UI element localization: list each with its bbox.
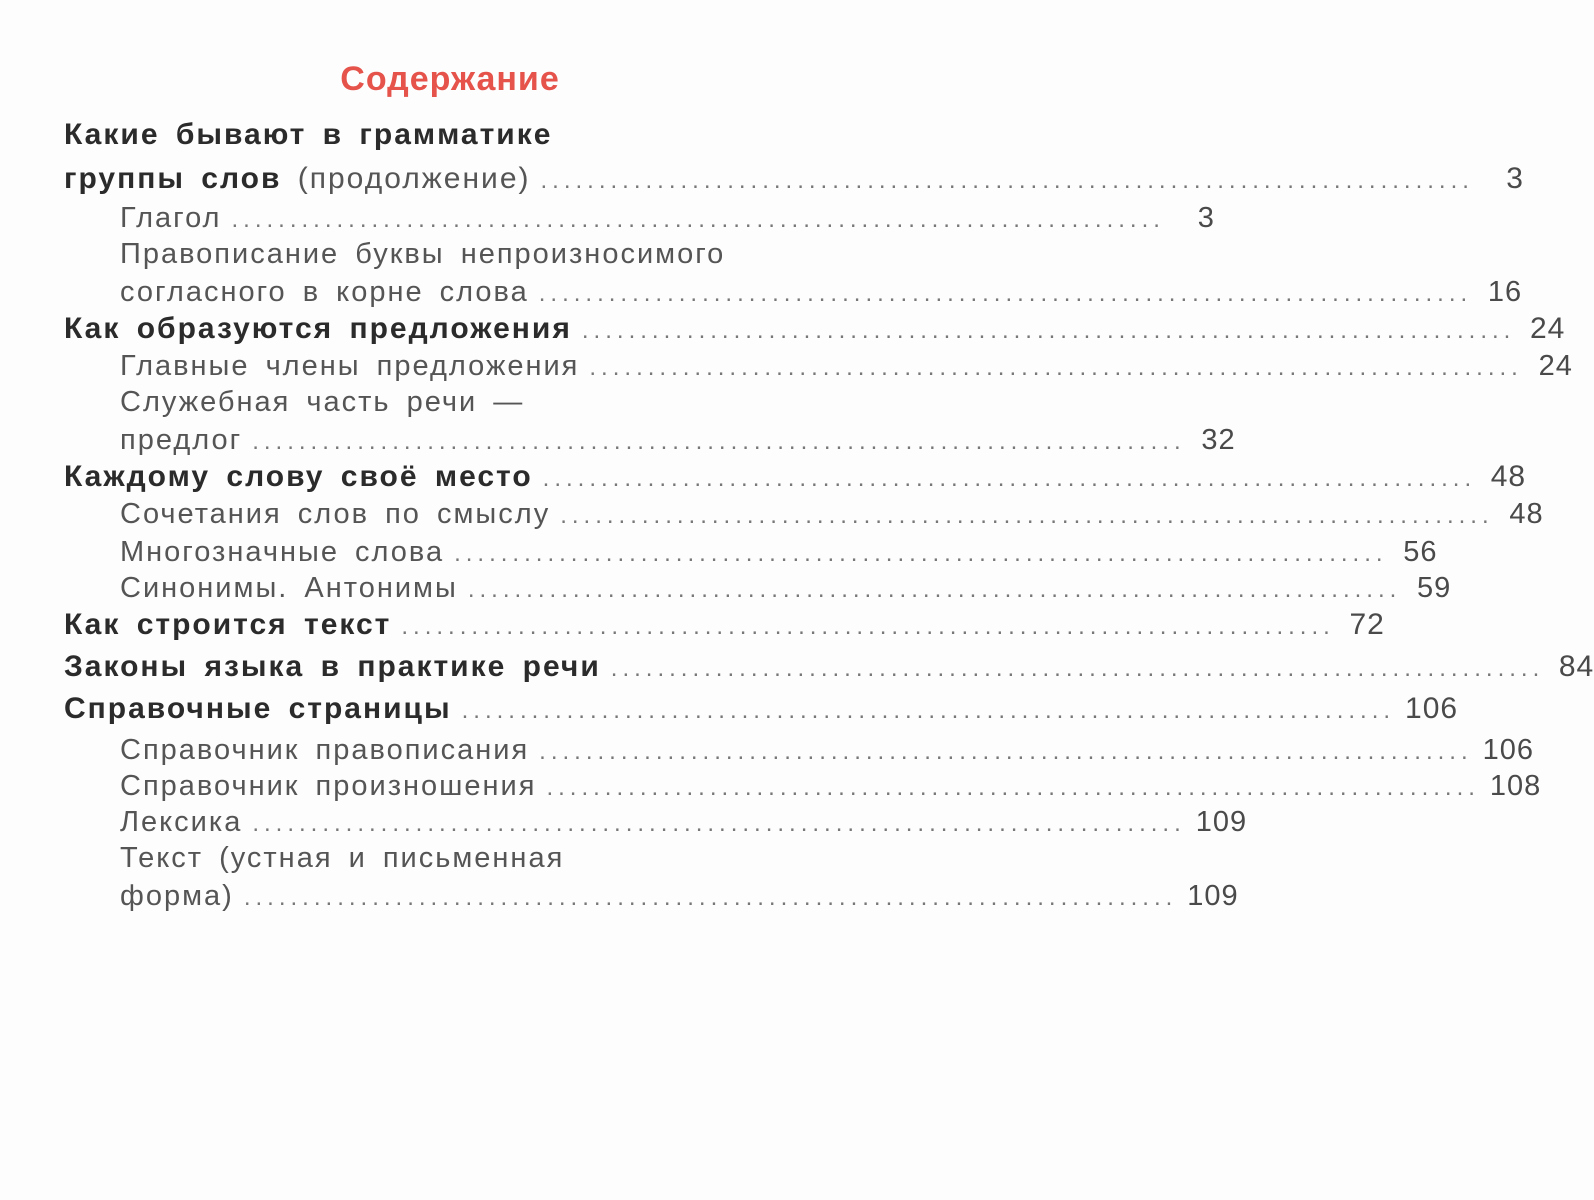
toc-entry-label	[120, 842, 564, 875]
toc-entry-label	[120, 770, 536, 803]
toc-entry-title: Какие бывают в грамматике	[64, 118, 553, 151]
toc-section-row	[64, 312, 1566, 350]
toc-subsection-row	[64, 536, 1438, 572]
toc-entry-title: Каждому слову своё место	[64, 460, 533, 493]
toc-leader-dots: ................................................................................	[539, 738, 1473, 765]
toc-entry-title: согласного в корне слова	[120, 276, 529, 308]
toc-page-number: 24	[1538, 350, 1573, 382]
toc-entry-title: Справочник правописания	[120, 734, 530, 766]
toc-leader-dots: ................................................................................	[401, 613, 1335, 640]
toc-page-number: 3	[1506, 162, 1524, 195]
toc-page-number: 32	[1201, 424, 1236, 456]
toc-page-number: 106	[1482, 734, 1534, 766]
toc-leader-dots: ................................................................................	[546, 774, 1480, 801]
toc-subsection-row	[64, 202, 1215, 238]
page-title: Содержание	[340, 60, 560, 98]
toc-section-row	[64, 692, 1459, 734]
toc-entry-label	[64, 608, 391, 642]
toc-entry-title: Сочетания слов по смыслу	[120, 498, 551, 530]
toc-entry-label	[120, 880, 234, 913]
toc-subsection-row	[64, 842, 844, 880]
toc-entry-title: Справочник произношения	[120, 770, 537, 802]
toc-section-row	[64, 608, 1385, 650]
toc-page-number: 109	[1187, 880, 1239, 912]
toc-entry-label	[120, 734, 529, 767]
toc-entry-label	[64, 162, 531, 196]
toc-entry-title: предлог	[120, 424, 243, 456]
toc-section-row	[64, 162, 1524, 202]
toc-page-number: 48	[1509, 498, 1544, 530]
table-of-contents	[64, 118, 1594, 916]
toc-entry-label	[120, 276, 529, 309]
toc-section-row	[64, 118, 844, 162]
toc-subsection-row	[64, 806, 1248, 842]
toc-entry-label	[64, 460, 533, 494]
toc-subsection-row	[64, 498, 1544, 536]
toc-entry-title: Справочные страницы	[64, 692, 452, 725]
toc-leader-dots: ................................................................................	[589, 354, 1523, 381]
toc-subsection-row	[64, 770, 1542, 806]
toc-leader-dots: ................................................................................	[252, 810, 1186, 837]
toc-page-number: 24	[1529, 312, 1566, 345]
toc-entry-label	[120, 806, 242, 839]
toc-entry-title: Правописание буквы непроизносимого	[120, 238, 726, 270]
toc-entry-title: Лексика	[120, 806, 243, 838]
toc-entry-title: форма)	[120, 880, 234, 912]
toc-subsection-row	[64, 276, 1523, 312]
toc-entry-title: Законы языка в практике речи	[64, 650, 601, 683]
toc-entry-label	[120, 572, 458, 605]
toc-subsection-row	[64, 880, 1239, 916]
toc-page-number: 16	[1487, 276, 1523, 308]
toc-entry-label	[64, 692, 452, 726]
toc-entry-label	[120, 238, 725, 271]
toc-entry-title: Как строится текст	[64, 608, 392, 641]
toc-leader-dots: ................................................................................	[243, 884, 1178, 911]
toc-subsection-row	[64, 424, 1236, 460]
toc-entry-label	[64, 312, 572, 346]
toc-entry-title: Служебная часть речи —	[120, 386, 525, 418]
toc-leader-dots: ................................................................................	[538, 280, 1473, 307]
toc-entry-label	[120, 350, 579, 383]
toc-entry-note: (продолжение)	[281, 162, 531, 195]
toc-page-number: 48	[1490, 460, 1527, 493]
toc-leader-dots: ................................................................................	[467, 576, 1402, 603]
toc-entry-title: группы слов	[64, 162, 282, 195]
toc-entry-title: Главные члены предложения	[120, 350, 580, 382]
toc-page-number: 106	[1405, 692, 1459, 725]
toc-entry-label	[120, 536, 444, 569]
toc-subsection-row	[64, 572, 1452, 608]
toc-leader-dots: ................................................................................	[542, 465, 1477, 492]
toc-leader-dots: ................................................................................	[454, 540, 1388, 567]
toc-leader-dots: ................................................................................	[610, 655, 1545, 682]
toc-page-number: 3	[1197, 202, 1215, 234]
toc-leader-dots: ................................................................................	[461, 697, 1396, 724]
toc-page-number: 108	[1489, 770, 1542, 802]
toc-leader-dots: ................................................................................	[540, 167, 1474, 194]
toc-entry-title: Многозначные слова	[120, 536, 445, 568]
toc-section-row	[64, 460, 1527, 498]
toc-page-number: 72	[1349, 608, 1385, 641]
toc-leader-dots: ................................................................................	[560, 502, 1494, 529]
toc-entry-title: Текст (устная и письменная	[120, 842, 565, 874]
toc-section-row	[64, 650, 1594, 692]
toc-subsection-row	[64, 734, 1534, 770]
toc-leader-dots: ................................................................................	[231, 206, 1165, 233]
toc-entry-label	[120, 386, 524, 419]
toc-page-number: 56	[1403, 536, 1438, 568]
toc-subsection-row	[64, 386, 844, 424]
toc-page-number: 109	[1195, 806, 1248, 838]
toc-entry-title: Глагол	[120, 202, 222, 234]
toc-entry-label	[64, 650, 601, 684]
toc-leader-dots: ................................................................................	[581, 317, 1516, 344]
toc-entry-title: Синонимы. Антонимы	[120, 572, 458, 604]
toc-subsection-row	[64, 238, 844, 276]
toc-entry-label	[120, 202, 221, 235]
toc-entry-label	[64, 118, 552, 152]
toc-entry-title: Как образуются предложения	[64, 312, 572, 345]
toc-entry-label	[120, 424, 242, 457]
toc-page-number: 84	[1558, 650, 1594, 683]
toc-entry-label	[120, 498, 550, 531]
toc-leader-dots: ................................................................................	[252, 428, 1186, 455]
toc-page-number: 59	[1417, 572, 1452, 604]
toc-subsection-row	[64, 350, 1573, 386]
